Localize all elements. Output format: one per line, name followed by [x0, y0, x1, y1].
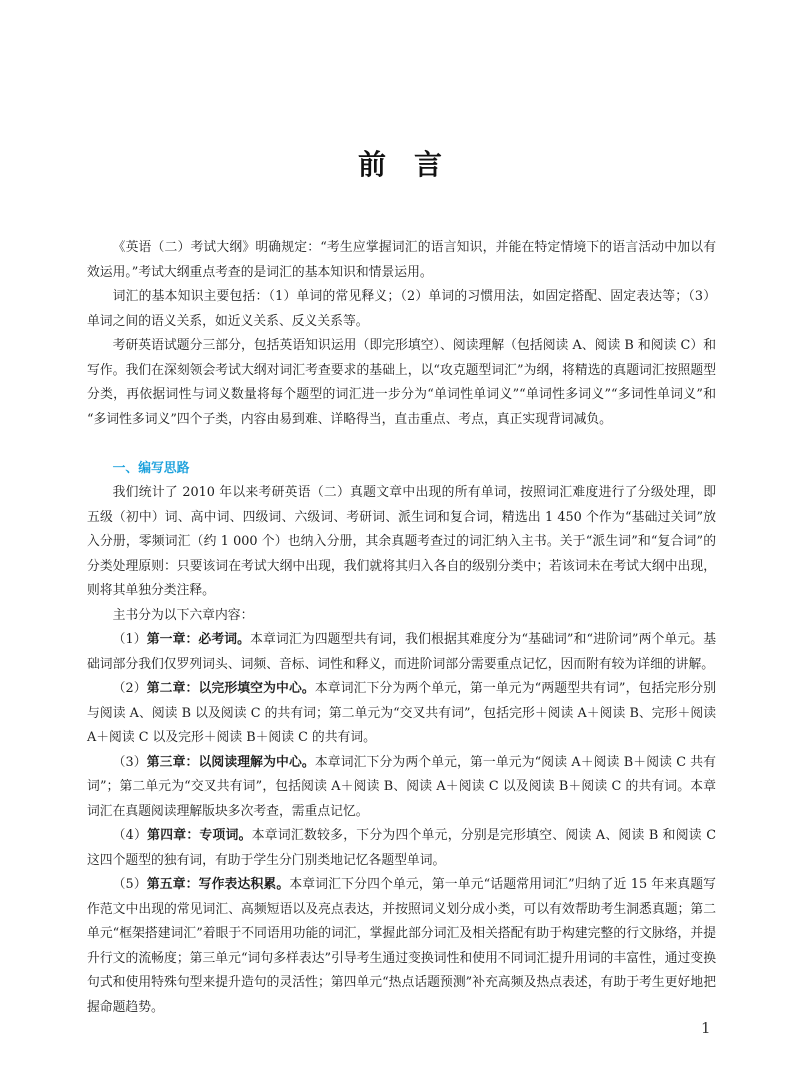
chapter-description: 本章词汇数较多，下分为四个单元，分别是完形填空、阅读 A、阅读 B 和阅读 C 这四个题型的独有词，有助于学生分门别类地记忆各题型单词。 [87, 828, 716, 868]
chapter-item [87, 628, 716, 677]
chapter-description: 本章词汇为四题型共有词，我们根据其难度分为“基础词”和“进阶词”两个单元。基础词部分我们仅罗列词头、词频、音标、词性和释义，而进阶词部分需要重点记忆，因而附有较为详细的讲解。 [87, 632, 717, 672]
chapter-description: 本章词汇下分为两个单元，第一单元为“阅读 A＋阅读 B＋阅读 C 共有词”；第二单元为“交叉共有词”，包括阅读 A＋阅读 B、阅读 A＋阅读 C 以及阅读 B＋阅读 C 的共有词。本章词汇在真题阅读理解版块多次考查，需重点记忆。 [87, 754, 716, 819]
chapter-title: 第五章：写作表达积累。 [146, 877, 290, 892]
chapter-title: 第三章：以阅读理解为中心。 [146, 754, 315, 770]
chapter-title: 第二章：以完形填空为中心。 [146, 681, 315, 696]
chapter-item [87, 873, 716, 1020]
chapter-title: 第四章：专项词。 [147, 828, 252, 843]
chapter-number: （5） [112, 877, 147, 892]
chapter-description: 本章词汇下分四个单元，第一单元“话题常用词汇”归纳了近 15 年来真题写作范文中出现的常见词汇、高频短语以及亮点表达，并按照词义划分成小类，可以有效帮助考生洞悉真题；第二单元“框架搭建词汇”着眼于不同语用功能的词汇，掌握此部分词汇及相关搭配有助于构建完整的行文脉络，并提升行文的流畅度；第三单元“词句多样表达”引导考生通过变换词性和使用不同词汇提升用词的丰富性，通过变换句式和使用特殊句型来提升造句的灵活性；第四单元“热点话题预测”补充高频及热点表述，有助于考生更好地把握命题趋势。 [87, 877, 716, 1015]
page-title: 前 言 [357, 148, 442, 181]
chapter-number: （2） [112, 681, 147, 696]
chapter-number: （4） [112, 828, 148, 843]
section-paragraph: 主书分为以下六章内容： [112, 607, 254, 623]
chapter-number: （3） [112, 754, 147, 770]
chapter-description: 本章词汇下分为两个单元，第一单元为“两题型共有词”，包括完形分别与阅读 A、阅读 B 以及阅读 C 的共有词；第二单元为“交叉共有词”，包括完形＋阅读 A＋阅读 B、完形＋阅读 A＋阅读 C 以及完形＋阅读 B＋阅读 C 的共有词。 [87, 681, 716, 745]
intro-paragraph: 词汇的基本知识主要包括：（1）单词的常见释义；（2）单词的习惯用法，如固定搭配、固定表达等；（3）单词之间的语义关系，如近义关系、反义关系等。 [87, 289, 716, 329]
preface-body [87, 236, 716, 1020]
intro-paragraph: 《英语（二）考试大纲》明确规定：“考生应掌握词汇的语言知识，并能在特定情境下的语言活动中加以有效运用。”考试大纲重点考查的是词汇的基本知识和情景运用。 [87, 240, 716, 280]
chapter-item [87, 824, 716, 873]
section-heading: 一、编写思路 [112, 460, 190, 476]
chapter-number: （1） [112, 632, 147, 647]
chapter-item [87, 677, 716, 751]
chapter-item [87, 751, 716, 825]
intro-paragraph: 考研英语试题分三部分，包括英语知识运用（即完形填空）、阅读理解（包括阅读 A、阅读 B 和阅读 C）和写作。我们在深刻领会考试大纲对词汇考查要求的基础上，以“攻克题型词汇”为纲，将精选的真题词汇按照题型分类，再依据词性与词义数量将每个题型的词汇进一步分为“单词性单词义”“单词性多词义”“多词性单词义”和“多词性多词义”四个子类，内容由易到难、详略得当，直击重点、考点，真正实现背词减负。 [87, 338, 716, 427]
page-number: 1 [701, 1019, 711, 1037]
chapter-title: 第一章：必考词。 [146, 632, 251, 647]
section-paragraph: 我们统计了 2010 年以来考研英语（二）真题文章中出现的所有单词，按照词汇难度进行了分级处理，即五级（初中）词、高中词、四级词、六级词、考研词、派生词和复合词，精选出 1 450 个作为“基础过关词”放入分册，零频词汇（约 1 000 个）也纳入分册，其余真题考查过的词汇纳入主书。关于“派生词”和“复合词”的分类处理原则：只要该词在考试大纲中出现，我们就将其归入各自的级别分类中；若该词未在考试大纲中出现，则将其单独分类注释。 [87, 485, 716, 598]
